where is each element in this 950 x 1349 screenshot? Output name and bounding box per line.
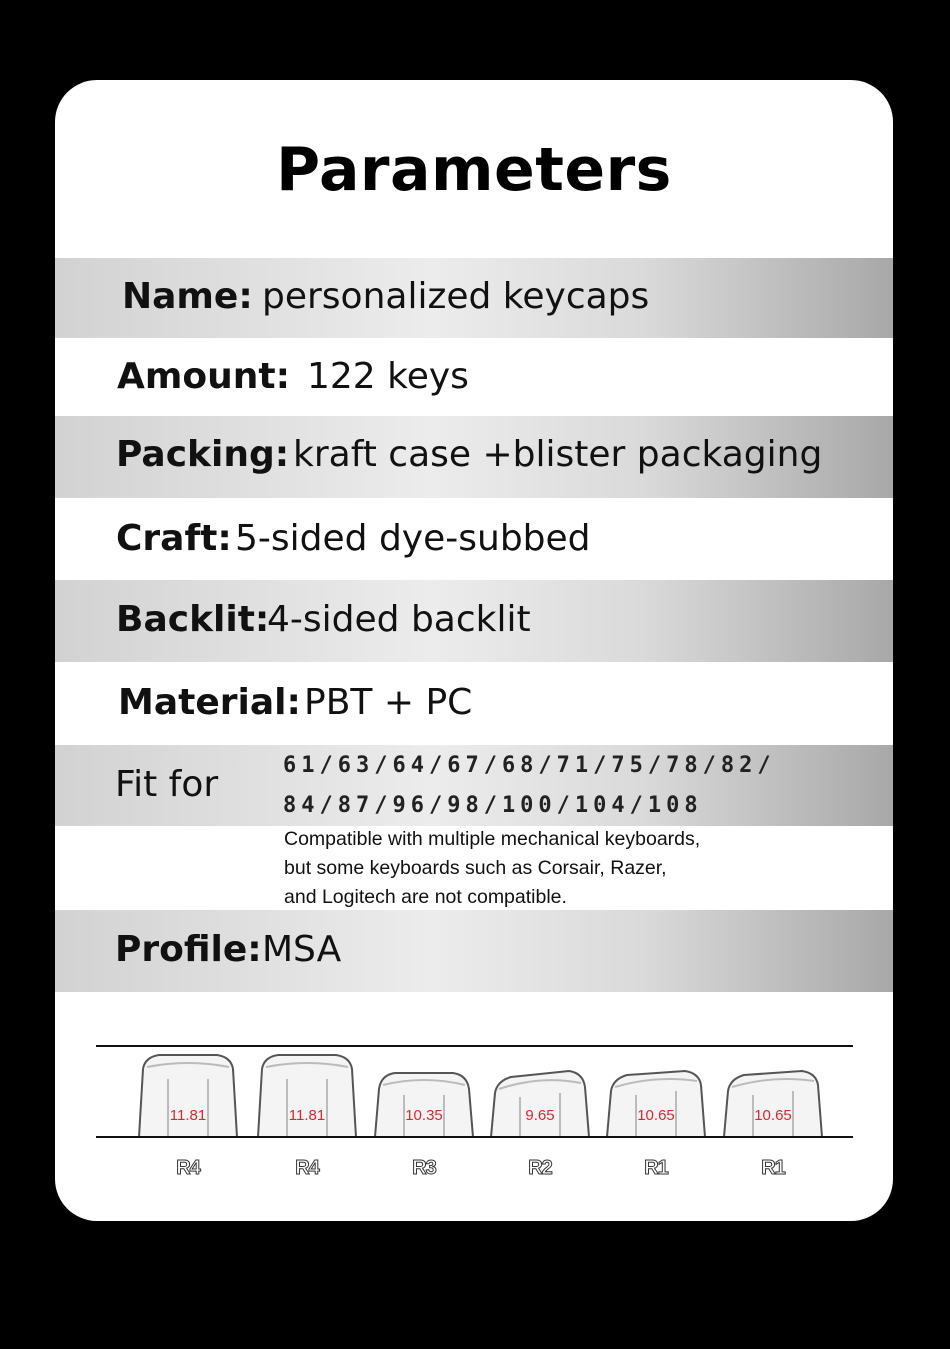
keycap	[133, 1049, 243, 1179]
keycap-height: 10.35	[405, 1107, 443, 1124]
compat-line: but some keyboards such as Corsair, Razer,	[284, 857, 667, 879]
keycap-height: 10.65	[754, 1107, 792, 1124]
keycap	[718, 1049, 828, 1179]
keycap-height: 9.65	[525, 1107, 555, 1124]
param-row-craft	[55, 498, 893, 580]
param-label: Amount:	[117, 356, 290, 397]
keycap	[601, 1049, 711, 1179]
param-value: 5-sided dye-subbed	[235, 518, 591, 559]
param-row-name	[55, 258, 893, 338]
param-value: 122 keys	[307, 356, 469, 397]
fit-codes-line1: 61/63/64/67/68/71/75/78/82/	[283, 753, 776, 778]
keycap-row: R1	[761, 1157, 785, 1179]
keycap	[252, 1049, 362, 1179]
compat-line: and Logitech are not compatible.	[284, 886, 567, 908]
keycap-height: 10.65	[637, 1107, 675, 1124]
param-label: Backlit:	[116, 599, 270, 640]
fit-codes-line2: 84/87/96/98/100/104/108	[283, 793, 703, 818]
param-row-backlit	[55, 580, 893, 662]
keycap-row: R3	[412, 1157, 436, 1179]
keycap-height: 11.81	[169, 1107, 207, 1124]
page-title: Parameters	[276, 135, 672, 205]
param-row-fit	[55, 745, 893, 826]
keycap	[485, 1049, 595, 1179]
param-label: Name:	[122, 276, 253, 317]
keycap	[369, 1049, 479, 1179]
keycap-profile-diagram	[55, 1035, 893, 1179]
param-row-packing	[55, 416, 893, 498]
param-value: kraft case +blister packaging	[293, 434, 823, 475]
divider-line	[96, 1045, 853, 1047]
param-value: 4-sided backlit	[267, 599, 531, 640]
param-value: MSA	[262, 929, 342, 970]
divider-line	[96, 1136, 853, 1138]
param-label: Packing:	[116, 434, 290, 475]
keycap-row: R2	[528, 1157, 552, 1179]
param-label: Profile:	[115, 929, 262, 970]
param-row-profile	[55, 910, 893, 992]
keycap-row: R4	[295, 1157, 319, 1179]
parameters-card	[55, 80, 893, 1221]
compatibility-note	[284, 825, 700, 912]
param-label: Craft:	[116, 518, 232, 559]
param-row-material	[55, 662, 893, 745]
param-value: personalized keycaps	[262, 276, 650, 317]
param-value: PBT + PC	[304, 682, 473, 723]
compat-line: Compatible with multiple mechanical keyboards,	[284, 828, 701, 850]
keycap-row: R1	[644, 1157, 668, 1179]
param-row-amount	[55, 338, 893, 416]
keycap-row: R4	[176, 1157, 200, 1179]
param-label: Material:	[118, 682, 301, 723]
keycap-height: 11.81	[288, 1107, 326, 1124]
param-label: Fit for	[115, 764, 219, 805]
